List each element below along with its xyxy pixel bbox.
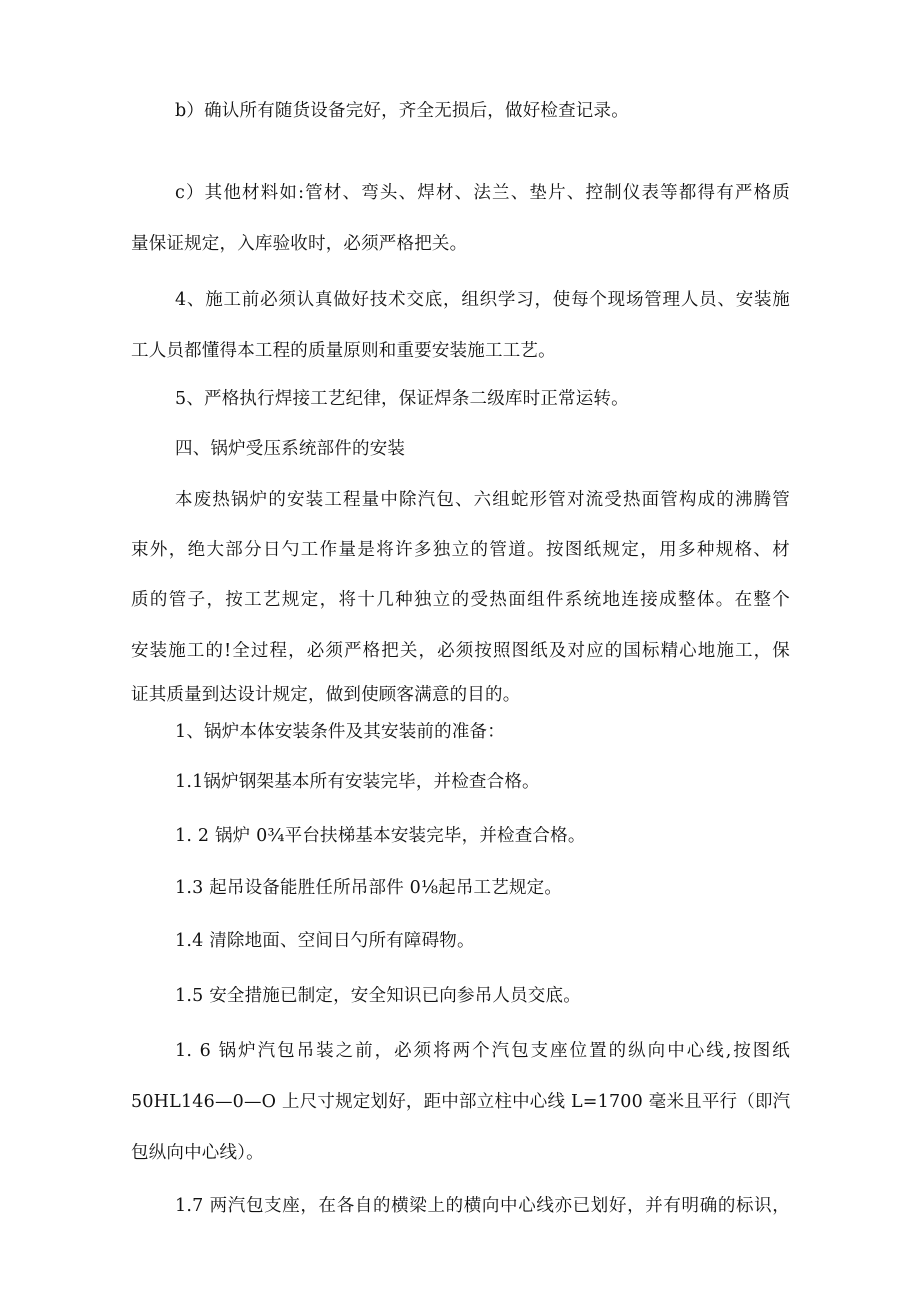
paragraph-line-1-4: 1.4 清除地面、空间日勺所有障碍物。 (175, 931, 475, 951)
paragraph-line-intro-2: 束外，绝大部分日勺工作量是将许多独立的管道。按图纸规定，用多种规格、材 (131, 540, 790, 560)
paragraph-line-1-6-3: 包纵向中心线）。 (131, 1143, 264, 1163)
paragraph-line-1-7: 1.7 两汽包支座，在各自的横梁上的横向中心线亦已划好，并有明确的标识， (175, 1196, 790, 1216)
section-heading: 四、锅炉受压系统部件的安装 (175, 439, 406, 459)
paragraph-line-intro-3: 质的管子，按工艺规定，将十几种独立的受热面组件系统地连接成整体。在整个 (131, 590, 790, 610)
paragraph-line-1-3: 1.3 起吊设备能胜任所吊部件 0⅛起吊工艺规定。 (175, 878, 563, 898)
paragraph-line-5: 5、严格执行焊接工艺纪律，保证焊条二级库时正常运转。 (175, 389, 629, 409)
paragraph-line-1-1: 1.1锅炉钢架基本所有安装完毕，并检查合格。 (175, 772, 540, 792)
paragraph-line-1: 1、锅炉本体安装条件及其安装前的准备： (175, 722, 505, 742)
paragraph-line-intro-1: 本废热锅炉的安装工程量中除汽包、六组蛇形管对流受热面管构成的沸腾管 (175, 490, 790, 510)
paragraph-line-c-2: 量保证规定，入库验收时，必须严格把关。 (131, 234, 468, 254)
paragraph-line-intro-4: 安装施工的!全过程，必须严格把关，必须按照图纸及对应的国标精心地施工，保 (131, 641, 790, 661)
paragraph-line-c-1: c）其他材料如:管材、弯头、焊材、法兰、垫片、控制仪表等都得有严格质 (175, 183, 790, 203)
paragraph-line-1-6-1: 1. 6 锅炉汽包吊装之前，必须将两个汽包支座位置的纵向中心线,按图纸 (175, 1041, 790, 1061)
paragraph-line-b: b）确认所有随货设备完好，齐全无损后，做好检查记录。 (175, 101, 629, 121)
paragraph-line-1-2: 1. 2 锅炉 0¾平台扶梯基本安装完毕，并检查合格。 (175, 826, 586, 846)
paragraph-line-4-2: 工人员都懂得本工程的质量原则和重要安装施工工艺。 (131, 341, 556, 361)
paragraph-line-1-5: 1.5 安全措施已制定，安全知识已向参吊人员交底。 (175, 986, 581, 1006)
paragraph-line-1-6-2: 50HL146—0—O 上尺寸规定划好，距中部立柱中心线 L=1700 毫米且平行（即汽 (131, 1092, 791, 1112)
paragraph-line-intro-5: 证其质量到达设计规定，做到使顾客满意的目的。 (131, 685, 521, 705)
paragraph-line-4-1: 4、施工前必须认真做好技术交底，组织学习，使每个现场管理人员、安装施 (175, 290, 790, 310)
